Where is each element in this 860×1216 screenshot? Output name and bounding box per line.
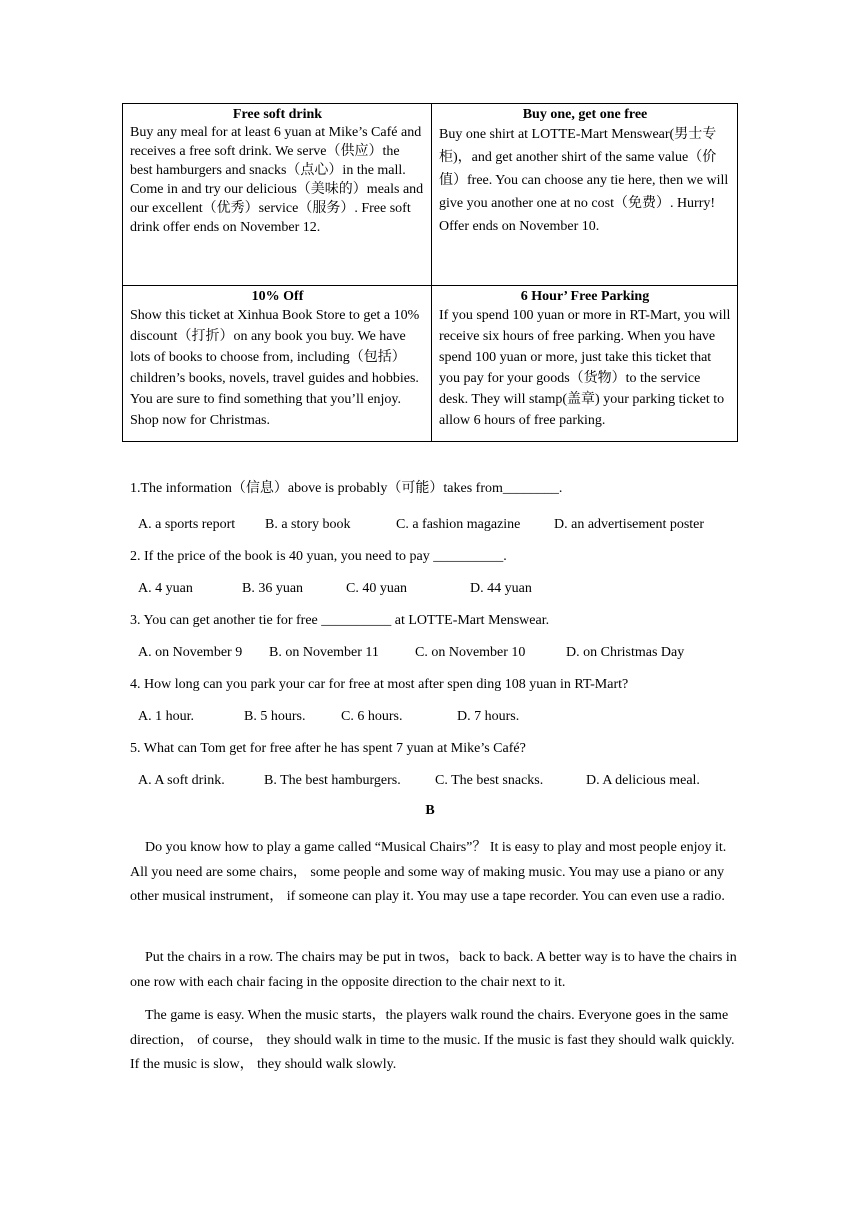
question-2: 2. If the price of the book is 40 yuan, you need to pay __________. [130,549,507,564]
ad-cell-free-soft-drink [123,104,432,286]
ad-body: Buy one shirt at LOTTE-Mart Menswear(男士专柜)，and get another shirt of the same value（价值）free. You can choose any tie here, then we will give you another one at no cost（免费）. Hurry! Offer ends on November 10. [439,127,729,234]
option-c: C. 40 yuan [346,581,408,596]
advertisement-table [122,103,738,442]
option-c: C. The best snacks. [435,773,544,788]
option-b: B. 5 hours. [244,709,306,724]
ad-cell-buy-one-get-one [432,104,738,286]
ad-body: Buy any meal for at least 6 yuan at Mike’s Café and receives a free soft drink. We serve（供应）the best hamburgers and snacks（点心）in the mall. Come in and try our delicious（美味的）meals and our excellent（优秀）service（服务）. Free soft drink offer ends on November 12. [130,125,424,235]
option-d: D. 7 hours. [457,709,520,724]
ad-body: If you spend 100 yuan or more in RT-Mart, you will receive six hours of free parking. When you have spend 100 yuan or more, just take this ticket that you pay for your goods（货物）to the service desk. They will stamp(盖章) your parking ticket to allow 6 hours of free parking. [439,308,731,428]
option-a: A. a sports report [138,517,236,532]
ad-title: 10% Off [251,289,304,304]
ad-cell-ten-percent-off [123,286,432,442]
option-a: A. 4 yuan [138,581,193,596]
option-d: D. 44 yuan [470,581,532,596]
question-3: 3. You can get another tie for free __________ at LOTTE-Mart Menswear. [130,613,550,628]
ad-title: 6 Hour’ Free Parking [520,289,650,304]
option-b: B. 36 yuan [242,581,304,596]
option-b: B. The best hamburgers. [264,773,401,788]
ad-title: Buy one, get one free [522,107,648,122]
option-c: C. 6 hours. [341,709,403,724]
option-b: B. on November 11 [269,645,379,660]
ad-title: Free soft drink [232,107,323,122]
option-d: D. A delicious meal. [586,773,700,788]
option-c: C. a fashion magazine [396,517,521,532]
option-a: A. 1 hour. [138,709,194,724]
option-b: B. a story book [265,517,351,532]
option-d: D. on Christmas Day [566,645,685,660]
passage-paragraph-3: The game is easy. When the music starts，the players walk round the chairs. Everyone goes in the same direction， of course， they should walk in time to the music. If the music is fast they should walk quickly. If the music is slow， they should walk slowly. [130,1008,735,1072]
passage-paragraph-2: Put the chairs in a row. The chairs may be put in twos，back to back. A better way is to have the chairs in one row with each chair facing in the opposite direction to the chair next to it. [130,950,737,990]
section-heading: B [425,803,435,818]
question-5: 5. What can Tom get for free after he has spent 7 yuan at Mike’s Café? [130,741,526,756]
passage-paragraph-1: Do you know how to play a game called “Musical Chairs”？ It is easy to play and most people enjoy it. All you need are some chairs， some people and some way of making music. You may use a piano or any other musical instrument， if someone can play it. You may use a tape recorder. You can even use a radio. [130,840,727,904]
ad-body: Show this ticket at Xinhua Book Store to get a 10% discount（打折）on any book you buy. We have lots of books to choose from, including（包括）children’s books, novels, travel guides and hobbies. You are sure to find something that you’ll enjoy. Shop now for Christmas. [130,308,420,428]
option-d: D. an advertisement poster [554,517,705,532]
option-a: A. A soft drink. [138,773,225,788]
question-1: 1.The information（信息）above is probably（可能）takes from________. [130,481,563,496]
ad-row [123,104,738,286]
ad-row [123,286,738,442]
option-a: A. on November 9 [138,645,243,660]
ad-cell-free-parking [432,286,738,442]
question-4: 4. How long can you park your car for free at most after spen ding 108 yuan in RT-Mart? [130,677,629,692]
option-c: C. on November 10 [415,645,526,660]
